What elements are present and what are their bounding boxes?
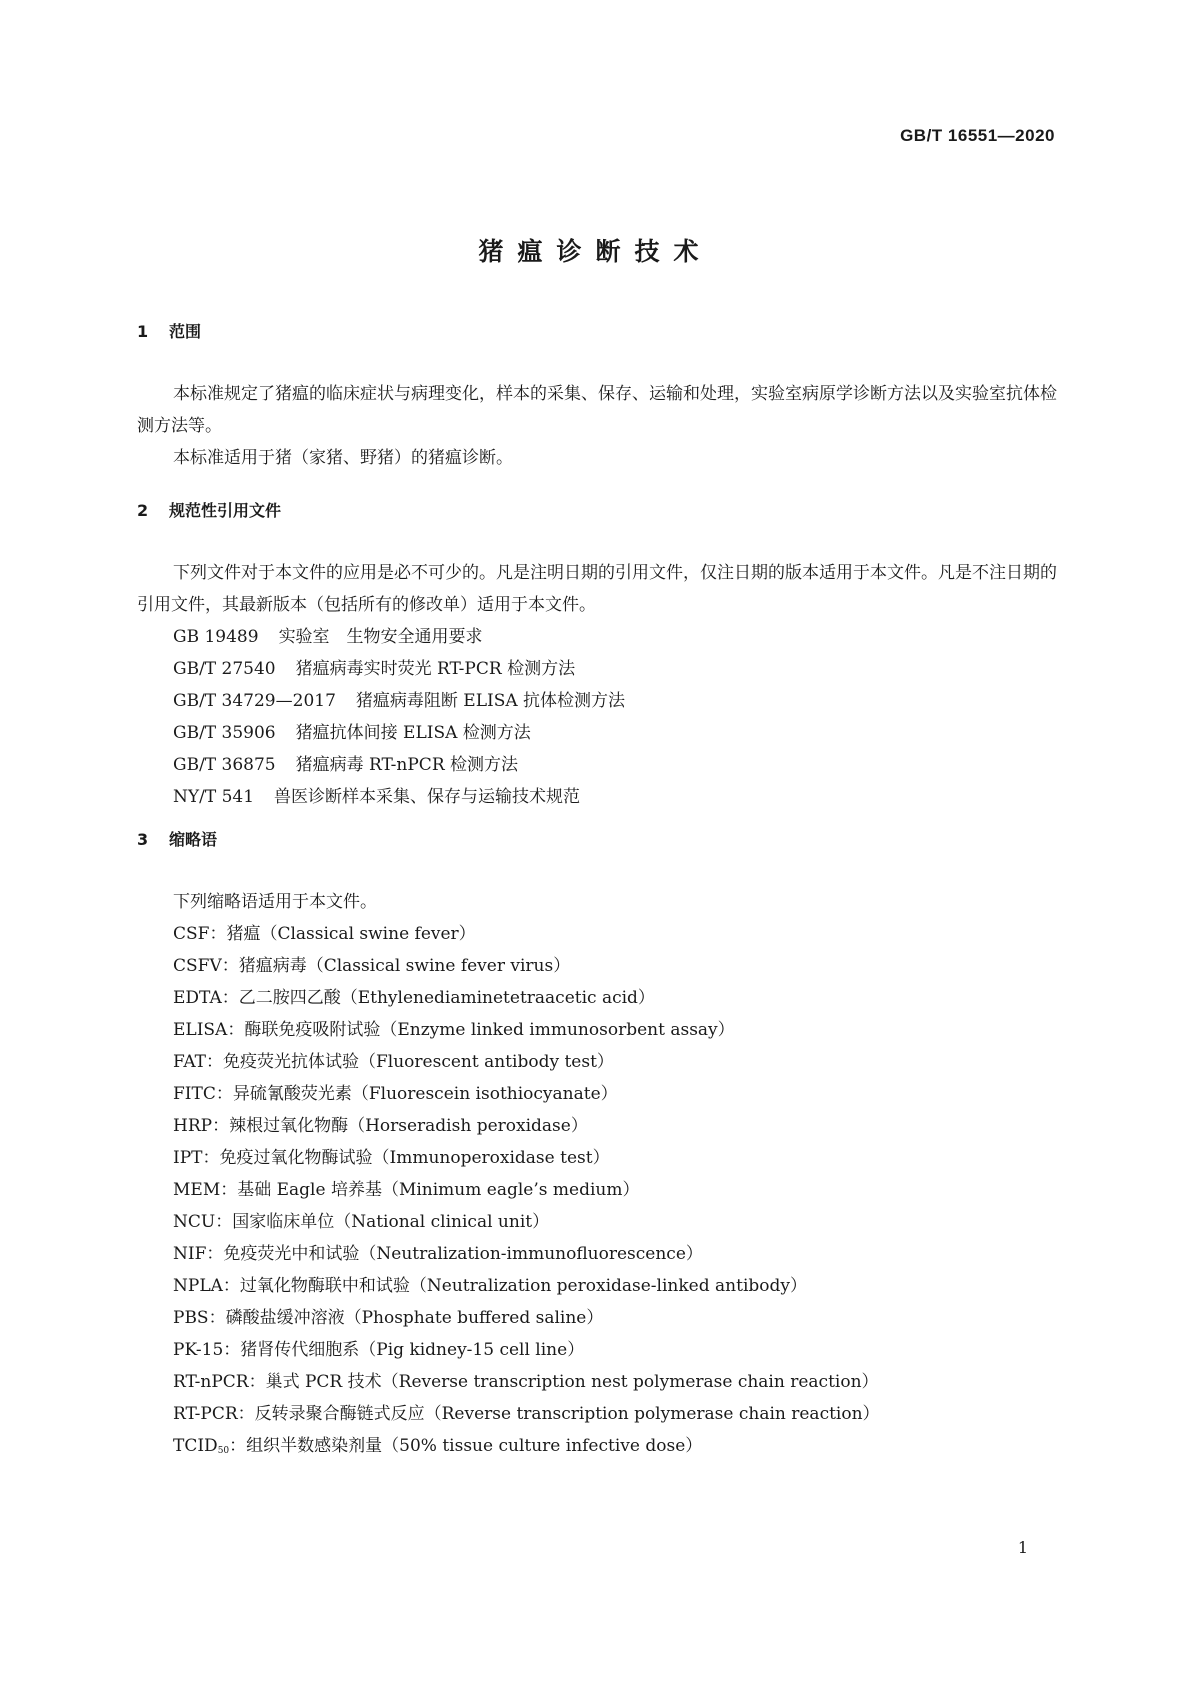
abbr-subscript: 50 — [217, 1446, 230, 1456]
abbreviation-item: FAT：免疫荧光抗体试验（Fluorescent antibody test） — [173, 1052, 614, 1072]
reference-code: GB/T 36875 — [173, 755, 276, 775]
reference-code: GB/T 34729—2017 — [173, 691, 336, 711]
abbreviation-item: EDTA：乙二胺四乙酸（Ethylenediaminetetraacetic acid） — [173, 988, 655, 1008]
abbreviation-item-tcid50 — [137, 1430, 1057, 1467]
section-scope — [137, 316, 1057, 474]
reference-title: 猪瘟抗体间接 ELISA 检测方法 — [295, 723, 531, 743]
page-number: 1 — [1017, 1538, 1028, 1557]
abbreviation-item: RT-PCR：反转录聚合酶链式反应（Reverse transcription polymerase chain reaction） — [173, 1404, 880, 1424]
reference-title: 猪瘟病毒 RT-nPCR 检测方法 — [295, 755, 519, 775]
section-title: 缩略语 — [169, 830, 218, 849]
section-title: 规范性引用文件 — [169, 501, 282, 520]
abbreviation-item: RT-nPCR：巢式 PCR 技术（Reverse transcription nest polymerase chain reaction） — [173, 1372, 879, 1392]
reference-item — [137, 781, 1057, 813]
abbr-rest: ：组织半数感染剂量（50% tissue culture infective dose） — [229, 1436, 703, 1456]
abbreviation-item: CSF：猪瘟（Classical swine fever） — [173, 924, 476, 944]
abbreviation-item: HRP：辣根过氧化物酶（Horseradish peroxidase） — [173, 1116, 588, 1136]
document-title: 猪瘟诊断技术 — [478, 237, 713, 266]
abbreviation-item: IPT：免疫过氧化物酶试验（Immunoperoxidase test） — [173, 1148, 610, 1168]
references-intro: 下列文件对于本文件的应用是必不可少的。凡是注明日期的引用文件，仅注日期的版本适用于本文件。凡是不注日期的引用文件，其最新版本（包括所有的修改单）适用于本文件。 — [137, 563, 1057, 615]
section-heading — [137, 824, 1057, 856]
abbreviation-item: MEM：基础 Eagle 培养基（Minimum eagle’s medium） — [173, 1180, 640, 1200]
section-abbreviations — [137, 824, 1057, 1467]
reference-title: 猪瘟病毒阻断 ELISA 抗体检测方法 — [355, 691, 626, 711]
scope-paragraph: 本标准规定了猪瘟的临床症状与病理变化，样本的采集、保存、运输和处理，实验室病原学诊断方法以及实验室抗体检测方法等。 — [137, 384, 1057, 436]
abbreviation-item: NIF：免疫荧光中和试验（Neutralization-immunofluorescence） — [173, 1244, 703, 1264]
reference-item — [137, 653, 1057, 685]
section-heading — [137, 316, 1057, 348]
reference-title: 实验室 生物安全通用要求 — [278, 627, 483, 647]
reference-item — [137, 717, 1057, 749]
reference-title: 猪瘟病毒实时荧光 RT-PCR 检测方法 — [295, 659, 576, 679]
abbreviation-item: CSFV：猪瘟病毒（Classical swine fever virus） — [173, 956, 571, 976]
abbreviation-item: ELISA：酶联免疫吸附试验（Enzyme linked immunosorbent assay） — [173, 1020, 735, 1040]
abbreviation-item: NCU：国家临床单位（National clinical unit） — [173, 1212, 550, 1232]
reference-code: GB/T 35906 — [173, 723, 276, 743]
reference-code: GB/T 27540 — [173, 659, 276, 679]
section-number: 1 — [137, 322, 149, 341]
section-number: 2 — [137, 501, 149, 520]
reference-code: GB 19489 — [173, 627, 259, 647]
reference-title: 兽医诊断样本采集、保存与运输技术规范 — [274, 787, 581, 807]
abbreviation-item: PK-15：猪肾传代细胞系（Pig kidney-15 cell line） — [173, 1340, 585, 1360]
section-heading — [137, 495, 1057, 527]
abbr-prefix: TCID — [173, 1436, 218, 1456]
abbreviation-item: PBS：磷酸盐缓冲溶液（Phosphate buffered saline） — [173, 1308, 604, 1328]
reference-item — [137, 621, 1057, 653]
reference-item — [137, 685, 1057, 717]
section-title: 范围 — [169, 322, 202, 341]
reference-code: NY/T 541 — [173, 787, 255, 807]
abbreviation-item: FITC：异硫氰酸荧光素（Fluorescein isothiocyanate） — [173, 1084, 618, 1104]
section-normative-references — [137, 495, 1057, 813]
section-number: 3 — [137, 830, 149, 849]
standard-code: GB/T 16551—2020 — [900, 126, 1055, 145]
abbreviations-intro: 下列缩略语适用于本文件。 — [173, 892, 377, 912]
abbreviation-item: NPLA：过氧化物酶联中和试验（Neutralization peroxidase-linked antibody） — [173, 1276, 807, 1296]
reference-item — [137, 749, 1057, 781]
scope-paragraph: 本标准适用于猪（家猪、野猪）的猪瘟诊断。 — [173, 448, 513, 468]
